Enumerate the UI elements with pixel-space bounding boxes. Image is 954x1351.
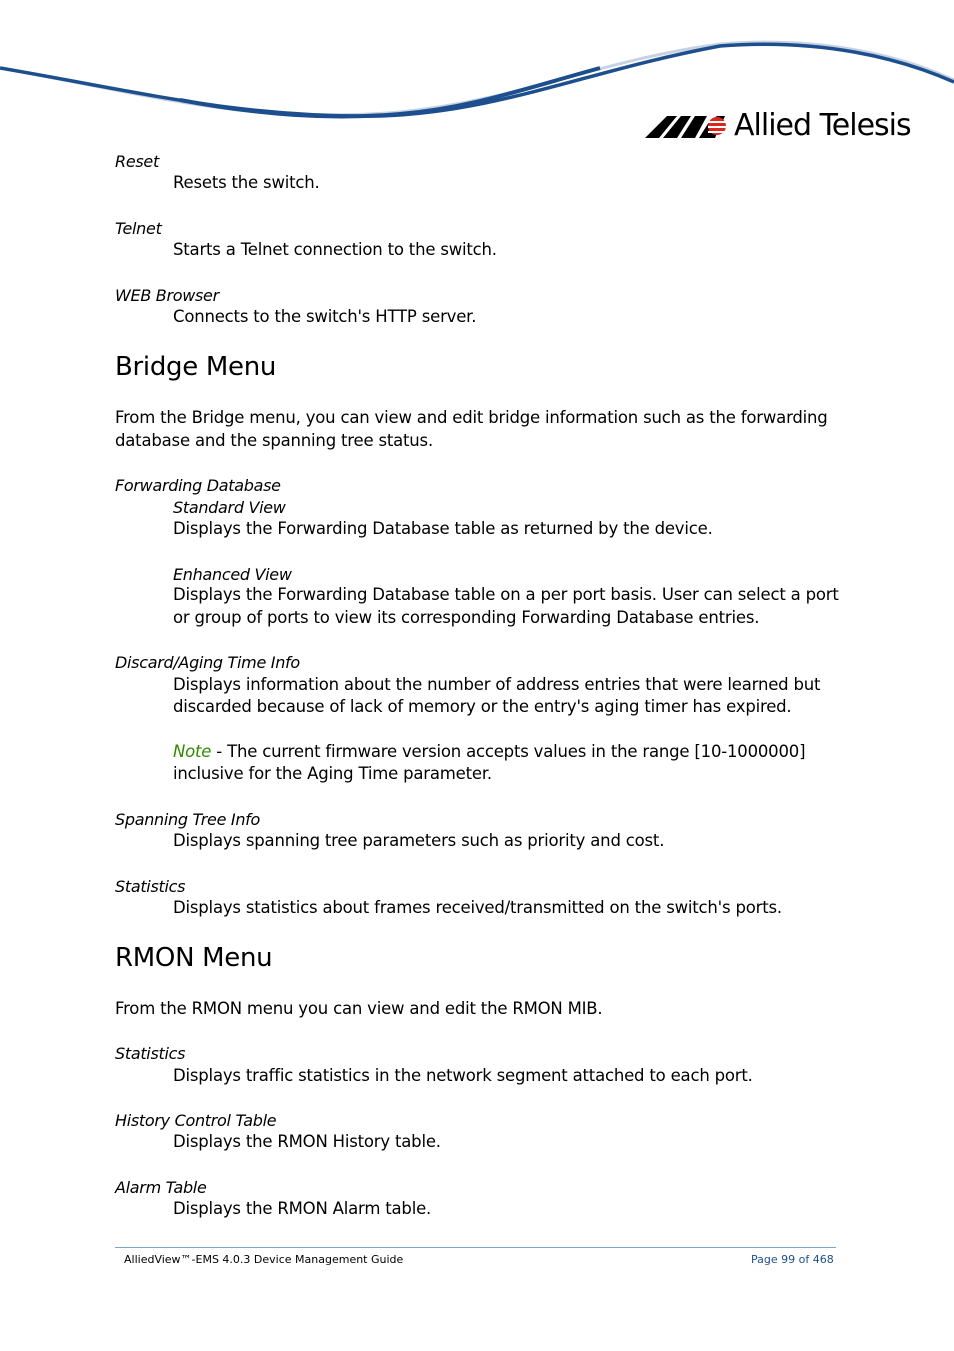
desc-telnet: Starts a Telnet connection to the switch. [173, 240, 497, 259]
term-history-control: History Control Table [115, 1111, 277, 1130]
desc-enhanced-view-line1: Displays the Forwarding Database table on a per port basis. User can select a port [173, 585, 839, 604]
note-line1 [173, 741, 805, 764]
term-rmon-statistics: Statistics [115, 1044, 186, 1063]
bridge-intro-line2: database and the spanning tree status. [115, 431, 433, 450]
desc-discard-aging-line2: discarded because of lack of memory or the entry's aging timer has expired. [173, 697, 792, 716]
desc-spanning-tree: Displays spanning tree parameters such as priority and cost. [173, 831, 665, 850]
footer-doc-title: AlliedView™-EMS 4.0.3 Device Management Guide [124, 1253, 404, 1266]
desc-alarm-table: Displays the RMON Alarm table. [173, 1199, 432, 1218]
desc-standard-view: Displays the Forwarding Database table as returned by the device. [173, 519, 713, 538]
desc-web-browser: Connects to the switch's HTTP server. [173, 307, 477, 326]
note-line2: inclusive for the Aging Time parameter. [173, 764, 492, 783]
desc-enhanced-view-line2: or group of ports to view its corresponding Forwarding Database entries. [173, 608, 760, 627]
term-reset: Reset [115, 152, 159, 171]
note-text: - The current firmware version accepts values in the range [10-1000000] [211, 742, 806, 761]
desc-discard-aging-line1: Displays information about the number of address entries that were learned but [173, 675, 821, 694]
footer-divider [115, 1247, 836, 1248]
brand-name: Allied Telesis [734, 108, 911, 143]
term-web-browser: WEB Browser [115, 286, 219, 305]
heading-bridge-menu: Bridge Menu [115, 352, 277, 382]
footer-page-number: Page 99 of 468 [751, 1253, 834, 1266]
term-standard-view: Standard View [173, 498, 286, 517]
term-forwarding-database: Forwarding Database [115, 476, 281, 495]
heading-rmon-menu: RMON Menu [115, 943, 273, 973]
term-discard-aging: Discard/Aging Time Info [115, 653, 300, 672]
term-spanning-tree: Spanning Tree Info [115, 810, 260, 829]
note-label: Note [173, 742, 212, 761]
term-bridge-statistics: Statistics [115, 877, 186, 896]
desc-rmon-statistics: Displays traffic statistics in the network segment attached to each port. [173, 1066, 753, 1085]
term-enhanced-view: Enhanced View [173, 565, 292, 584]
bridge-intro-line1: From the Bridge menu, you can view and edit bridge information such as the forwarding [115, 408, 828, 427]
rmon-intro: From the RMON menu you can view and edit the RMON MIB. [115, 999, 603, 1018]
desc-history-control: Displays the RMON History table. [173, 1132, 441, 1151]
desc-bridge-statistics: Displays statistics about frames received/transmitted on the switch's ports. [173, 898, 782, 917]
term-telnet: Telnet [115, 219, 162, 238]
desc-reset: Resets the switch. [173, 173, 320, 192]
term-alarm-table: Alarm Table [115, 1178, 207, 1197]
